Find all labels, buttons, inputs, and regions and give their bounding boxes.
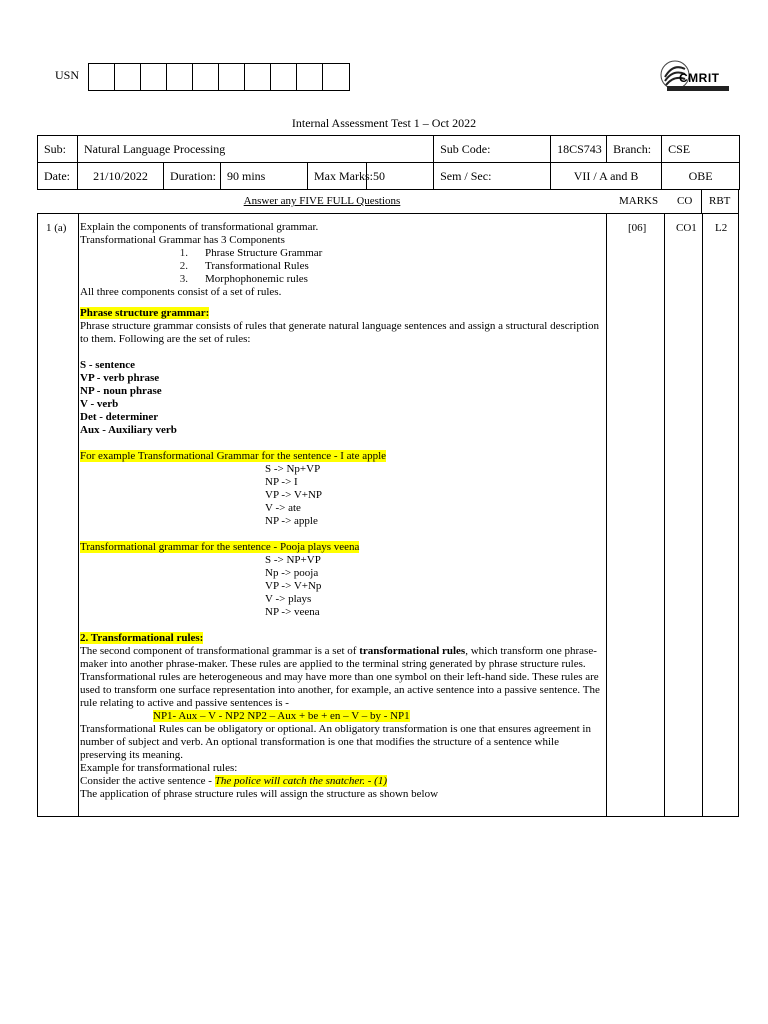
abbr-item: NP - noun phrase [80,385,162,397]
example2-rules [80,554,608,619]
rule-line: NP -> veena [265,606,320,618]
usn-box [115,64,141,90]
components-list [80,247,608,286]
sem-value: VII / A and B [551,163,662,190]
rule-line: VP -> V+NP [265,489,323,501]
sub-value: Natural Language Processing [78,136,434,163]
answer-content [80,221,608,801]
tr-heading: 2. Transformational rules: [80,632,204,644]
abbr-item: Aux - Auxiliary verb [80,424,177,436]
max-marks-label: Max Marks: [308,163,367,190]
abbr-item: VP - verb phrase [80,372,160,384]
all-three-text: All three components consist of a set of rules. [80,286,282,298]
question-number: 1 (a) [46,222,67,234]
usn-box [323,64,349,90]
branch-value: CSE [662,136,740,163]
divider [664,214,665,816]
rule-line: V -> ate [265,502,301,514]
usn-boxes [88,63,350,91]
max-marks-value: 50 [367,163,434,190]
question-text: Explain the components of transformational grammar. [80,221,319,233]
divider [78,214,79,816]
sub-label: Sub: [38,136,78,163]
tr-active-sentence: Consider the active sentence - The police will catch the snatcher. - (1) [80,775,387,787]
question-box [37,213,739,817]
sem-label: Sem / Sec: [434,163,551,190]
college-logo [655,53,735,99]
example1-heading: For example Transformational Grammar for the sentence - I ate apple [80,450,387,462]
rule-line: S -> NP+VP [265,554,321,566]
obe-label: OBE [662,163,740,190]
usn-box [89,64,115,90]
list-item: 3. Morphophonemic rules [179,273,308,285]
usn-label: USN [55,68,80,82]
answer-instruction-row [37,189,739,213]
usn-box [271,64,297,90]
test-title: Internal Assessment Test 1 – Oct 2022 [291,116,477,130]
info-row-subject [38,136,740,163]
rbt-column-header: RBT [709,195,731,207]
usn-box [245,64,271,90]
psg-description: Phrase structure grammar consists of rules that generate natural language sentences and assign a structural description to them. Following are the set of rules: [80,320,599,345]
example2-heading: Transformational grammar for the sentence - Pooja plays veena [80,541,360,553]
logo-bar [667,86,729,91]
rule-line: VP -> V+Np [265,580,322,592]
marks-column-header: MARKS [619,195,659,207]
question-marks: [06] [628,222,647,234]
sub-code-label: Sub Code: [434,136,551,163]
example1-rules [80,463,608,528]
list-item: 1. Phrase Structure Grammar [179,247,323,259]
answer-instruction: Answer any FIVE FULL Questions [243,195,401,207]
tr-rule: NP1- Aux – V - NP2 NP2 – Aux + be + en – V – by - NP1 [153,710,410,722]
usn-box [193,64,219,90]
question-co: CO1 [676,222,697,234]
rule-line: NP -> apple [265,515,318,527]
date-label: Date: [38,163,78,190]
divider [702,214,703,816]
usn-box [219,64,245,90]
branch-label: Branch: [607,136,662,163]
rule-line: S -> Np+VP [265,463,321,475]
usn-box [141,64,167,90]
rule-line: Np -> pooja [265,567,319,579]
duration-label: Duration: [164,163,221,190]
abbr-item: Det - determiner [80,411,159,423]
usn-box [167,64,193,90]
abbr-item: S - sentence [80,359,135,371]
duration-value: 90 mins [221,163,308,190]
components-intro: Transformational Grammar has 3 Components [80,234,285,246]
tr-example-label: Example for transformational rules: [80,762,238,774]
tr-final-text: The application of phrase structure rules will assign the structure as shown below [80,788,439,800]
psg-heading: Phrase structure grammar: [80,307,210,319]
info-row-date [38,163,740,190]
sub-code-value: 18CS743 [551,136,607,163]
usn-box [297,64,323,90]
info-table [37,135,740,190]
logo-text: CMRIT [679,71,720,85]
date-value: 21/10/2022 [78,163,164,190]
co-column-header: CO [677,195,693,207]
rule-line: NP -> I [265,476,298,488]
question-rbt: L2 [715,222,728,234]
abbr-item: V - verb [80,398,119,410]
list-item: 2. Transformational Rules [179,260,309,272]
tr-paragraph: The second component of transformational grammar is a set of transformational rules, which transform one phrase-maker into another phrase-maker. These rules are applied to the terminal string generated by phrase structure rules. Transformational rules are heterogeneous and may have more than one symbol on their left-hand side. These rules are used to transform one surface representation into another, for example, an active sentence into a passive sentence. The rule relating to active and passive sentences is - [80,645,600,709]
rule-line: V -> plays [265,593,312,605]
tr-paragraph-2: Transformational Rules can be obligatory or optional. An obligatory transformation is one that ensures agreement in number of subject and verb. An optional transformation is one that modifies the structure of a sentence while preserving its meaning. [80,723,591,761]
